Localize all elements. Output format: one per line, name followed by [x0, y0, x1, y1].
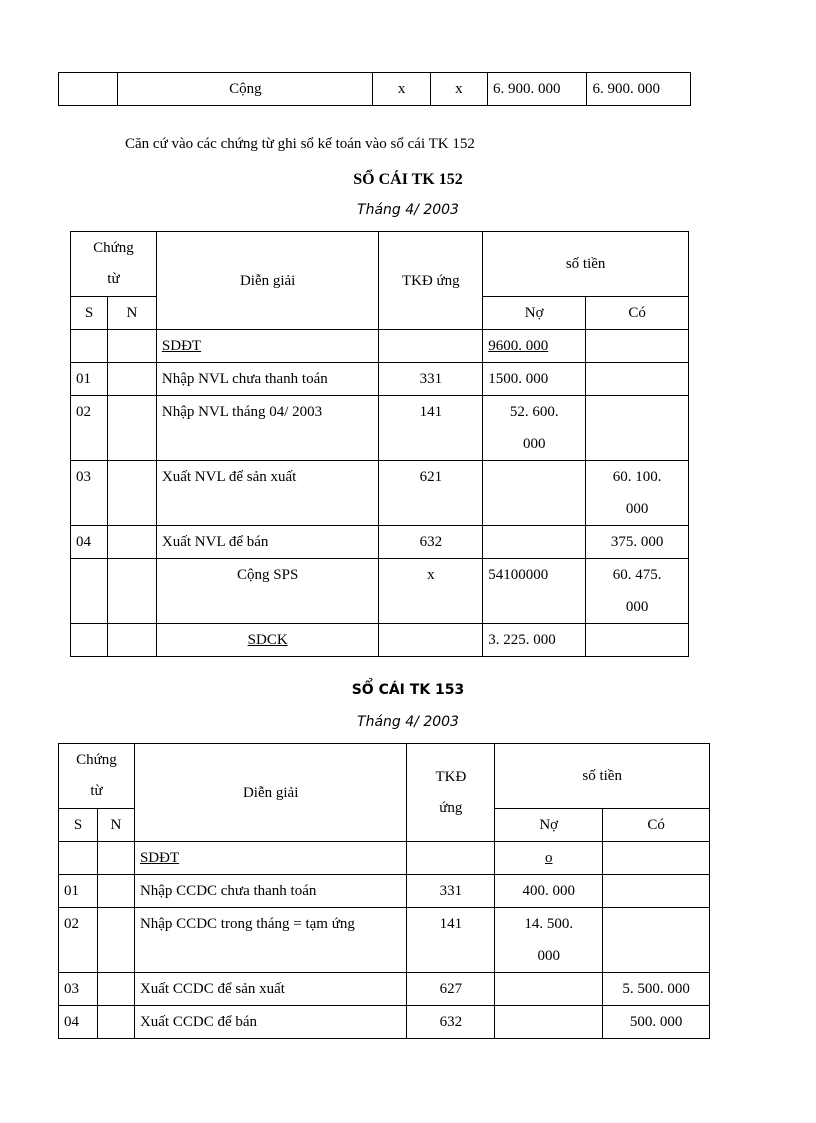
table-row: 02 Nhập CCDC trong tháng = tạm ứng 141 14. 500. 000 [59, 908, 710, 973]
intro-text: Căn cứ vào các chứng từ ghi sổ kế toán vào sổ cái TK 152 [125, 136, 475, 152]
header-tkdu: TKĐ ứng [407, 744, 495, 842]
table-row: 04 Xuất CCDC để bán 632 500. 000 [59, 1006, 710, 1039]
table-row: 02 Nhập NVL tháng 04/ 2003 141 52. 600. 000 [71, 396, 689, 461]
total-label: Cộng [118, 73, 373, 106]
header-diengiai: Diễn giải [134, 744, 406, 842]
table-row: Cộng x x 6. 900. 000 6. 900. 000 [59, 73, 691, 106]
table-row: SDCK 3. 225. 000 [71, 624, 689, 657]
ledger153-title: SỔ CÁI TK 153 [351, 682, 465, 698]
summary-row-table [58, 72, 691, 106]
table-row: SDĐT 9600. 000 [71, 330, 689, 363]
table-row: SDĐT o [59, 842, 710, 875]
ledger152-month: Tháng 4/ 2003 [357, 202, 459, 218]
header-sotien: số tiền [495, 744, 710, 809]
ledger153-month: Tháng 4/ 2003 [357, 714, 459, 730]
header-diengiai: Diễn giải [156, 232, 379, 330]
header-chungtu: Chứng từ [59, 744, 135, 809]
header-tkdu: TKĐ ứng [379, 232, 483, 330]
ledger152-table: Chứng từ Diễn giải TKĐ ứng số tiền S N Nợ Có SDĐT 9600. 000 01 Nhập NVL chưa thanh toán 331 1500. 000 02 Nhập NVL tháng 04/ 2003 141 52. 600. 000 03 Xuất NVL để sản xuất 621 60. 100. 000 04 Xuất NVL để bán 632 375. 000 Cộng SPS x 54100000 60. 475. 000 SDCK 3. 225. 000 [70, 231, 689, 657]
header-sotien: số tiền [483, 232, 689, 297]
table-row: 03 Xuất NVL để sản xuất 621 60. 100. 000 [71, 461, 689, 526]
ledger153-table: Chứng từ Diễn giải TKĐ ứng số tiền S N Nợ Có SDĐT o 01 Nhập CCDC chưa thanh toán 331 400. 000 02 Nhập CCDC trong tháng = tạm ứng 141 14. 500. 000 03 Xuất CCDC để sản xuất 627 5. 500. 000 04 Xuất CCDC để bán 632 500. 000 [58, 743, 710, 1039]
table-row: Cộng SPS x 54100000 60. 475. 000 [71, 559, 689, 624]
table-row: 04 Xuất NVL để bán 632 375. 000 [71, 526, 689, 559]
table-row: 01 Nhập CCDC chưa thanh toán 331 400. 000 [59, 875, 710, 908]
table-row: 01 Nhập NVL chưa thanh toán 331 1500. 000 [71, 363, 689, 396]
table-row: 03 Xuất CCDC để sản xuất 627 5. 500. 000 [59, 973, 710, 1006]
ledger152-title: SỔ CÁI TK 152 [353, 171, 463, 188]
header-chungtu: Chứng từ [71, 232, 157, 297]
